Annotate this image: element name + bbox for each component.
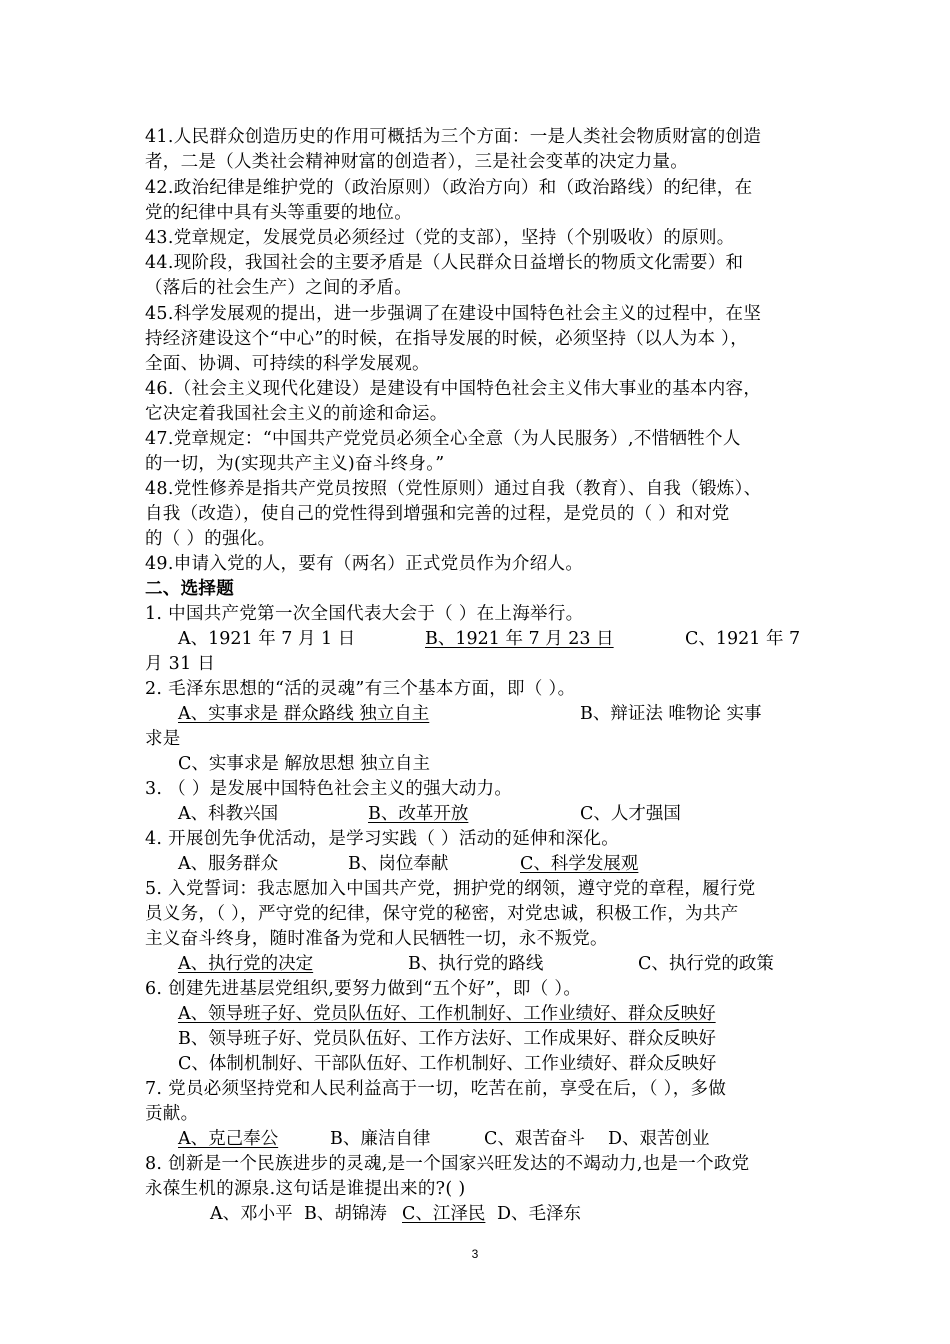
option-c: C、人才强国 — [580, 804, 681, 824]
option-b-answer: B、1921 年 7 月 23 日 — [425, 629, 614, 649]
option-b: B、辩证法 唯物论 实事 — [580, 704, 762, 724]
option-d: D、毛泽东 — [497, 1204, 582, 1224]
question-stem: 7. 党员必须坚持党和人民利益高于一切，吃苦在前，享受在后，（ ），多做 — [145, 1079, 727, 1099]
option-a-answer: A、实事求是 群众路线 独立自主 — [178, 704, 430, 724]
option-a: A、科教兴国 — [178, 804, 279, 824]
option-c: C、执行党的政策 — [638, 954, 774, 974]
option-c: C、实事求是 解放思想 独立自主 — [178, 754, 431, 774]
question-stem: 永葆生机的源泉.这句话是谁提出来的?( ) — [145, 1179, 466, 1199]
option-a-answer: A、领导班子好、党员队伍好、工作机制好、工作业绩好、群众反映好 — [178, 1004, 716, 1024]
option-continuation: 月 31 日 — [145, 654, 216, 674]
text-line: 49.申请入党的人，要有（两名）正式党员作为介绍人。 — [145, 554, 584, 574]
text-line: 43.党章规定，发展党员必须经过（党的支部），坚持（个别吸收）的原则。 — [145, 228, 735, 248]
text-line: （落后的社会生产）之间的矛盾。 — [145, 278, 412, 298]
option-b: B、执行党的路线 — [408, 954, 544, 974]
question-stem: 6. 创建先进基层党组织,要努力做到“五个好”，即（ ）。 — [145, 979, 582, 999]
question-stem: 3. （ ）是发展中国特色社会主义的强大动力。 — [145, 779, 513, 799]
text-line: 的一切，为(实现共产主义)奋斗终身。” — [145, 454, 445, 474]
option-continuation: 求是 — [145, 729, 181, 749]
option-c-answer: C、科学发展观 — [520, 854, 639, 874]
text-line: 的（ ）的强化。 — [145, 529, 276, 549]
text-line: 自我（改造），使自己的党性得到增强和完善的过程，是党员的（ ）和对党 — [145, 504, 730, 524]
question-stem: 贡献。 — [145, 1104, 199, 1124]
question-stem: 2. 毛泽东思想的“活的灵魂”有三个基本方面，即（ ）。 — [145, 679, 576, 699]
text-line: 46.（社会主义现代化建设）是建设有中国特色社会主义伟大事业的基本内容， — [145, 379, 762, 399]
option-b: B、廉洁自律 — [330, 1129, 431, 1149]
text-line: 持经济建设这个“中心”的时候，在指导发展的时候，必须坚持（以人为本 ）， — [145, 329, 749, 349]
option-c: C、体制机制好、干部队伍好、工作机制好、工作业绩好、群众反映好 — [178, 1054, 717, 1074]
option-c: C、艰苦奋斗 — [484, 1129, 585, 1149]
section-title: 二、选择题 — [145, 579, 234, 599]
option-b: B、领导班子好、党员队伍好、工作方法好、工作成果好、群众反映好 — [178, 1029, 716, 1049]
option-c-answer: C、江泽民 — [402, 1204, 486, 1224]
question-stem: 员义务，（ ），严守党的纪律，保守党的秘密，对党忠诚，积极工作，为共产 — [145, 904, 739, 924]
option-d: D、艰苦创业 — [608, 1129, 710, 1149]
option-b: B、岗位奉献 — [348, 854, 449, 874]
option-a: A、服务群众 — [178, 854, 279, 874]
question-stem: 5. 入党誓词：我志愿加入中国共产党，拥护党的纲领，遵守党的章程，履行党 — [145, 879, 756, 899]
text-line: 全面、协调、可持续的科学发展观。 — [145, 354, 430, 374]
question-stem: 1. 中国共产党第一次全国代表大会于（ ）在上海举行。 — [145, 604, 584, 624]
option-a-answer: A、执行党的决定 — [178, 954, 314, 974]
option-a-answer: A、克己奉公 — [178, 1129, 279, 1149]
text-line: 42.政治纪律是维护党的（政治原则）（政治方向）和（政治路线）的纪律，在 — [145, 178, 753, 198]
text-line: 44.现阶段，我国社会的主要矛盾是（人民群众日益增长的物质文化需要）和 — [145, 253, 744, 273]
text-line: 47.党章规定：“中国共产党党员必须全心全意（为人民服务）,不惜牺牲个人 — [145, 429, 741, 449]
option-b: B、胡锦涛 — [304, 1204, 387, 1224]
text-line: 45.科学发展观的提出，进一步强调了在建设中国特色社会主义的过程中，在坚 — [145, 304, 762, 324]
text-line: 它决定着我国社会主义的前途和命运。 — [145, 404, 448, 424]
text-line: 41.人民群众创造历史的作用可概括为三个方面：一是人类社会物质财富的创造 — [145, 127, 762, 147]
page-number: 3 — [471, 1247, 479, 1261]
text-line: 者，二是（人类社会精神财富的创造者），三是社会变革的决定力量。 — [145, 152, 689, 172]
question-stem: 4. 开展创先争优活动，是学习实践（ ）活动的延伸和深化。 — [145, 829, 620, 849]
option-a: A、1921 年 7 月 1 日 — [178, 629, 356, 649]
option-a: A、邓小平 — [210, 1204, 293, 1224]
question-stem: 8. 创新是一个民族进步的灵魂,是一个国家兴旺发达的不竭动力,也是一个政党 — [145, 1154, 750, 1174]
text-line: 党的纪律中具有头等重要的地位。 — [145, 203, 412, 223]
option-b-answer: B、改革开放 — [368, 804, 469, 824]
question-stem: 主义奋斗终身，随时准备为党和人民牺牲一切，永不叛党。 — [145, 929, 608, 949]
text-line: 48.党性修养是指共产党员按照（党性原则）通过自我（教育）、自我（锻炼）、 — [145, 479, 762, 499]
option-c: C、1921 年 7 — [685, 629, 801, 649]
